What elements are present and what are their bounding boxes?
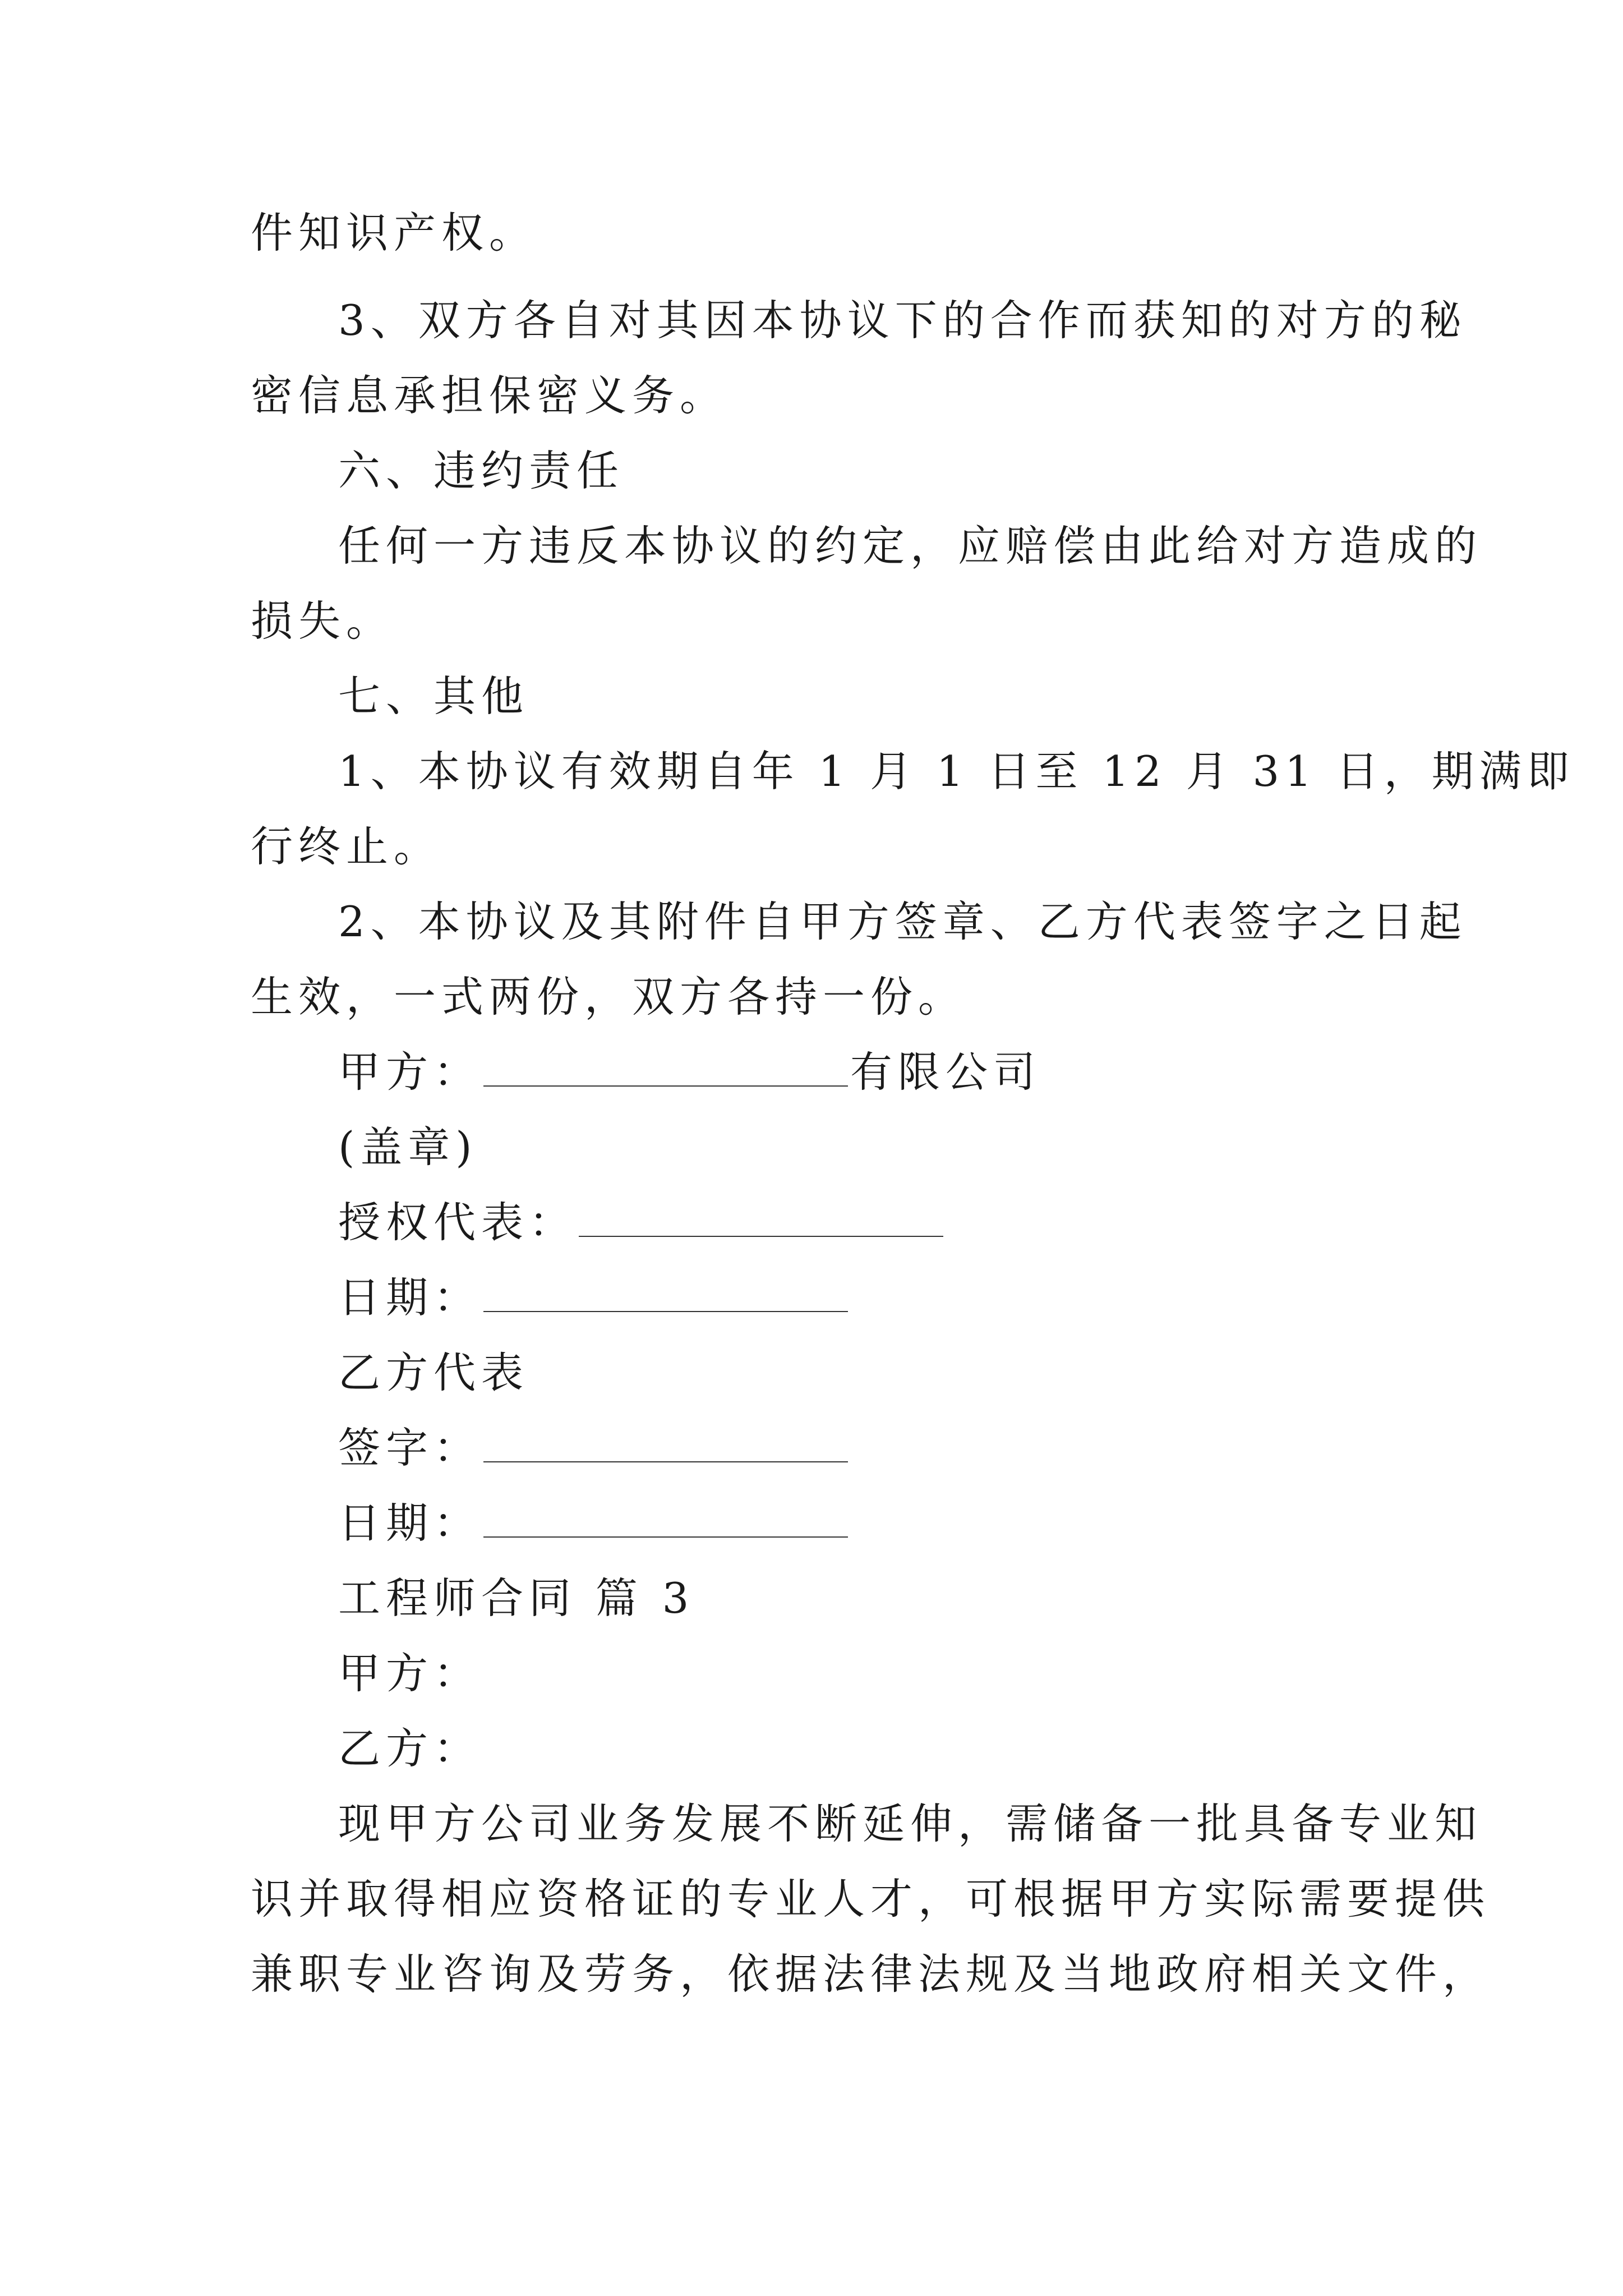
date-row-2 [338,1498,850,1548]
text-line: 任何一方违反本协议的约定，应赔偿由此给对方造成的 [338,521,1483,570]
signature-label: 签字： [338,1423,482,1473]
authorized-rep-row [338,1198,946,1247]
party-a-suffix: 有限公司 [850,1047,1041,1097]
signature-blank[interactable] [483,1428,848,1462]
authorized-rep-label: 授权代表： [338,1198,577,1247]
party-a-signature-row [338,1047,1041,1097]
paragraph-line: 识并取得相应资格证的专业人才，可根据甲方实际需要提供 [251,1874,1491,1924]
date-blank-2[interactable] [483,1503,848,1538]
text-line: 2、本协议及其附件自甲方签章、乙方代表签字之日起 [338,897,1467,946]
party-b-line: 乙方： [338,1724,482,1773]
date-blank-1[interactable] [483,1277,848,1312]
party-a-label: 甲方： [338,1047,482,1097]
party-a-line: 甲方： [338,1649,482,1698]
date-label: 日期： [338,1273,482,1322]
section-heading: 七、其他 [338,671,529,721]
text-line: 件知识产权。 [251,208,537,257]
text-line: 损失。 [251,596,394,646]
text-line: 1、本协议有效期自年 1 月 1 日至 12 月 31 日，期满即 [338,747,1575,796]
paragraph-line: 现甲方公司业务发展不断延伸，需储备一批具备专业知 [338,1799,1483,1848]
text-line: 生效，一式两份，双方各持一份。 [251,972,966,1022]
date-label: 日期： [338,1498,482,1548]
text-line: 行终止。 [251,822,442,871]
authorized-rep-blank[interactable] [579,1202,943,1237]
text-line: 3、双方各自对其因本协议下的合作而获知的对方的秘 [338,296,1467,345]
section-title: 工程师合同 篇 3 [338,1573,695,1623]
paragraph-line: 兼职专业咨询及劳务，依据法律法规及当地政府相关文件， [251,1949,1491,1999]
seal-label: (盖章) [338,1122,478,1172]
signature-row [338,1423,850,1473]
party-b-rep-label: 乙方代表 [338,1348,529,1397]
text-line: 密信息承担保密义务。 [251,371,728,420]
date-row-1 [338,1273,850,1322]
party-a-blank[interactable] [483,1052,848,1087]
section-heading: 六、违约责任 [338,446,625,495]
